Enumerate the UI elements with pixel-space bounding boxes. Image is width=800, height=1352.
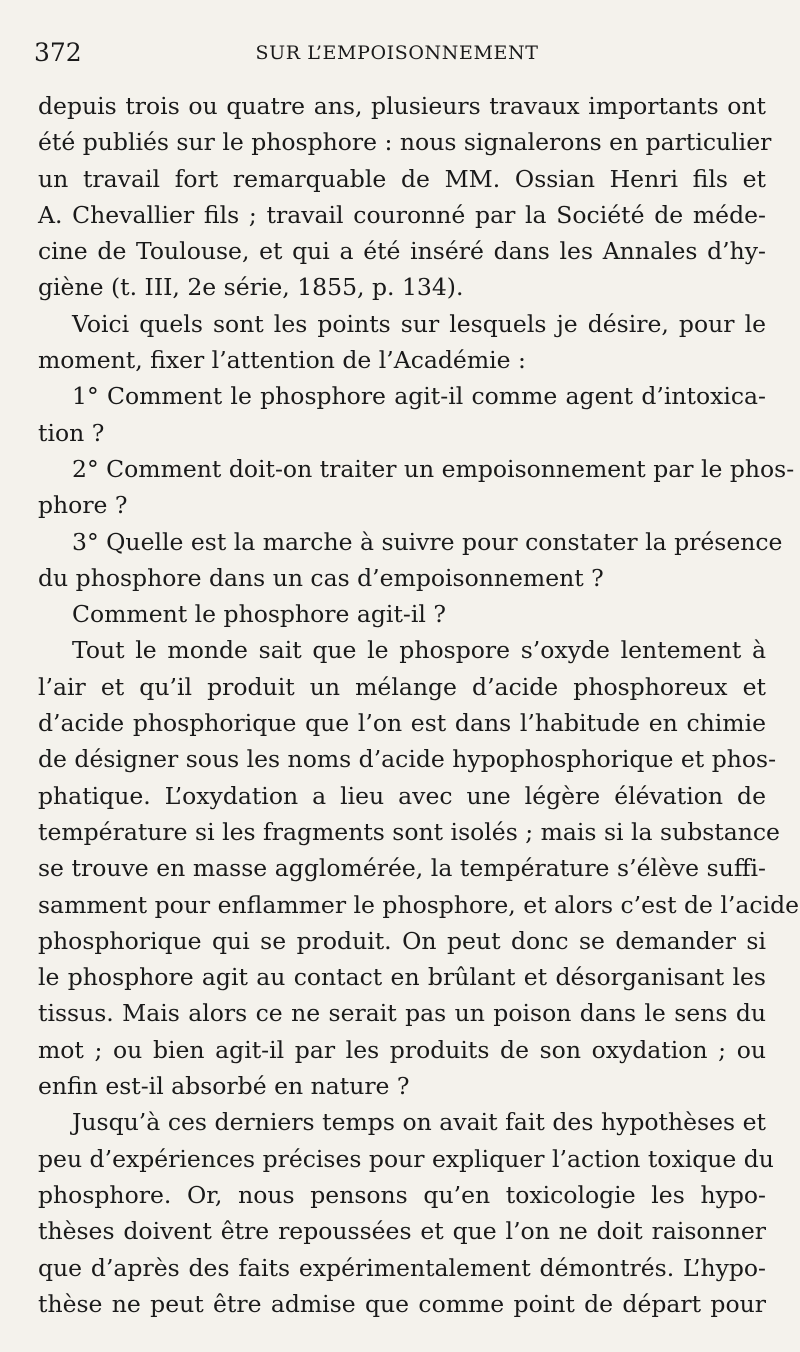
text-line: enfin est-il absorbé en nature ? xyxy=(38,1072,410,1101)
page-header xyxy=(34,38,760,70)
text-line: Jusqu’à ces derniers temps on avait fait des hypothèses et xyxy=(72,1108,766,1137)
text-line: le phosphore agit au contact en brûlant et désorganisant les xyxy=(38,963,766,992)
text-line: été publiés sur le phosphore : nous signalerons en particulier xyxy=(38,128,772,157)
text-line: phosphore. Or, nous pensons qu’en toxicologie les hypo- xyxy=(38,1180,766,1209)
text-line: l’air et qu’il produit un mélange d’acide phosphoreux et xyxy=(38,672,766,701)
text-line: thèse ne peut être admise que comme point de départ pour xyxy=(38,1289,766,1318)
text-line: thèses doivent être repoussées et que l’on ne doit raisonner xyxy=(38,1217,766,1246)
text-line: peu d’expériences précises pour expliquer l’action toxique du xyxy=(38,1144,774,1173)
running-title: SUR L’EMPOISONNEMENT xyxy=(255,42,539,64)
text-line: Comment le phosphore agit-il ? xyxy=(72,600,446,629)
text-line: d’acide phosphorique que l’on est dans l’habitude en chimie xyxy=(38,709,766,738)
text-line: température si les fragments sont isolés ; mais si la substance xyxy=(38,817,780,846)
text-line: moment, fixer l’attention de l’Académie : xyxy=(38,346,526,375)
text-line: phosphorique qui se produit. On peut donc se demander si xyxy=(38,926,766,955)
text-line: giène (t. III, 2e série, 1855, p. 134). xyxy=(38,273,464,302)
text-line: se trouve en masse agglomérée, la température s’élève suffi- xyxy=(38,854,766,883)
text-line: 3° Quelle est la marche à suivre pour constater la présence xyxy=(72,527,783,556)
text-line: samment pour enflammer le phosphore, et alors c’est de l’acide xyxy=(38,890,800,919)
text-line: 1° Comment le phosphore agit-il comme agent d’intoxica- xyxy=(72,382,766,411)
text-line: Tout le monde sait que le phospore s’oxyde lentement à xyxy=(72,636,766,665)
text-line: du phosphore dans un cas d’empoisonnement ? xyxy=(38,563,604,592)
text-line: phore ? xyxy=(38,491,128,520)
text-line: que d’après des faits expérimentalement démontrés. L’hypo- xyxy=(38,1253,766,1282)
text-line: depuis trois ou quatre ans, plusieurs travaux importants ont xyxy=(38,92,766,120)
text-line: cine de Toulouse, et qui a été inséré dans les Annales d’hy- xyxy=(38,237,766,266)
text-line: tissus. Mais alors ce ne serait pas un poison dans le sens du xyxy=(38,999,766,1028)
text-line: mot ; ou bien agit-il par les produits de son oxydation ; ou xyxy=(38,1035,766,1064)
page-number: 372 xyxy=(34,38,82,67)
text-line: A. Chevallier fils ; travail couronné par la Société de méde- xyxy=(38,200,766,229)
text-line: tion ? xyxy=(38,418,105,447)
body-text xyxy=(38,88,800,1322)
text-line: phatique. L’oxydation a lieu avec une légère élévation de xyxy=(38,781,766,810)
text-line: 2° Comment doit-on traiter un empoisonnement par le phos- xyxy=(72,454,795,483)
text-line: de désigner sous les noms d’acide hypophosphorique et phos- xyxy=(38,745,777,774)
text-line: un travail fort remarquable de MM. Ossian Henri fils et xyxy=(38,164,766,193)
text-line: Voici quels sont les points sur lesquels je désire, pour le xyxy=(72,309,766,338)
